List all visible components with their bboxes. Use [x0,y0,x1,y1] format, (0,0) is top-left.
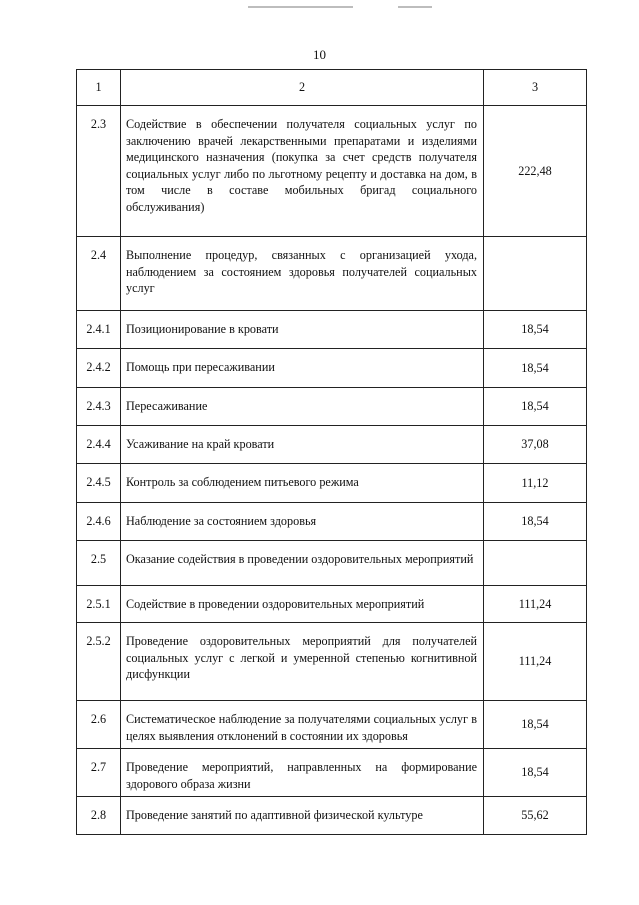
table-row [77,426,587,464]
table-row [77,349,587,388]
table-row [77,541,587,586]
row-value: 18,54 [484,749,587,797]
table-row [77,623,587,701]
row-description: Усаживание на край кровати [121,426,484,464]
row-number: 2.4.5 [77,464,121,503]
table-row [77,311,587,349]
table-row [77,106,587,237]
row-number: 2.4.6 [77,503,121,541]
row-number: 2.3 [77,106,121,237]
table-row [77,586,587,623]
row-value: 18,54 [484,701,587,749]
row-number: 2.6 [77,701,121,749]
table-row [77,388,587,426]
row-number: 2.5 [77,541,121,586]
table-row [77,464,587,503]
header-col-3: 3 [484,70,587,106]
page-number: 10 [313,47,326,62]
row-value: 18,54 [484,388,587,426]
table-header-row [77,70,587,106]
row-value [484,541,587,586]
row-description: Проведение занятий по адаптивной физической культуре [121,797,484,835]
row-description: Проведение мероприятий, направленных на формирование здорового образа жизни [121,749,484,797]
row-value: 222,48 [484,106,587,237]
row-description: Систематическое наблюдение за получателями социальных услуг в целях выявления отклонений в состоянии их здоровья [121,701,484,749]
row-value: 18,54 [484,311,587,349]
services-tariff-table [76,69,587,835]
row-number: 2.4.4 [77,426,121,464]
table-row [77,701,587,749]
row-description: Оказание содействия в проведении оздоровительных мероприятий [121,541,484,586]
row-value: 18,54 [484,349,587,388]
header-col-1: 1 [77,70,121,106]
row-number: 2.5.2 [77,623,121,701]
row-description: Контроль за соблюдением питьевого режима [121,464,484,503]
row-value: 37,08 [484,426,587,464]
scan-artifact-marks [0,6,639,10]
row-description: Содействие в обеспечении получателя социальных услуг по заключению врачей лекарственными препаратами и изделиями медицинского назначения (покупка за счет средств получателя социальных услуг либо по льготному рецепту и доставка на дом, в том числе в составе мобильных бригад социального обслуживания) [121,106,484,237]
row-value: 11,12 [484,464,587,503]
row-description: Помощь при пересаживании [121,349,484,388]
row-description: Наблюдение за состоянием здоровья [121,503,484,541]
table-row [77,237,587,311]
row-value: 111,24 [484,623,587,701]
table-row [77,797,587,835]
row-description: Позиционирование в кровати [121,311,484,349]
row-number: 2.4.3 [77,388,121,426]
row-description: Выполнение процедур, связанных с организацией ухода, наблюдением за состоянием здоровья получателей социальных услуг [121,237,484,311]
scan-mark-left [248,6,353,8]
table-row [77,749,587,797]
row-value: 111,24 [484,586,587,623]
row-description: Пересаживание [121,388,484,426]
row-number: 2.4.1 [77,311,121,349]
header-col-2: 2 [121,70,484,106]
row-value: 55,62 [484,797,587,835]
row-number: 2.4.2 [77,349,121,388]
row-description: Содействие в проведении оздоровительных мероприятий [121,586,484,623]
row-description: Проведение оздоровительных мероприятий для получателей социальных услуг с легкой и умеренной степенью когнитивной дисфункции [121,623,484,701]
row-number: 2.5.1 [77,586,121,623]
row-number: 2.4 [77,237,121,311]
row-number: 2.7 [77,749,121,797]
scan-mark-right [398,6,432,8]
row-value: 18,54 [484,503,587,541]
table-row [77,503,587,541]
row-number: 2.8 [77,797,121,835]
row-value [484,237,587,311]
